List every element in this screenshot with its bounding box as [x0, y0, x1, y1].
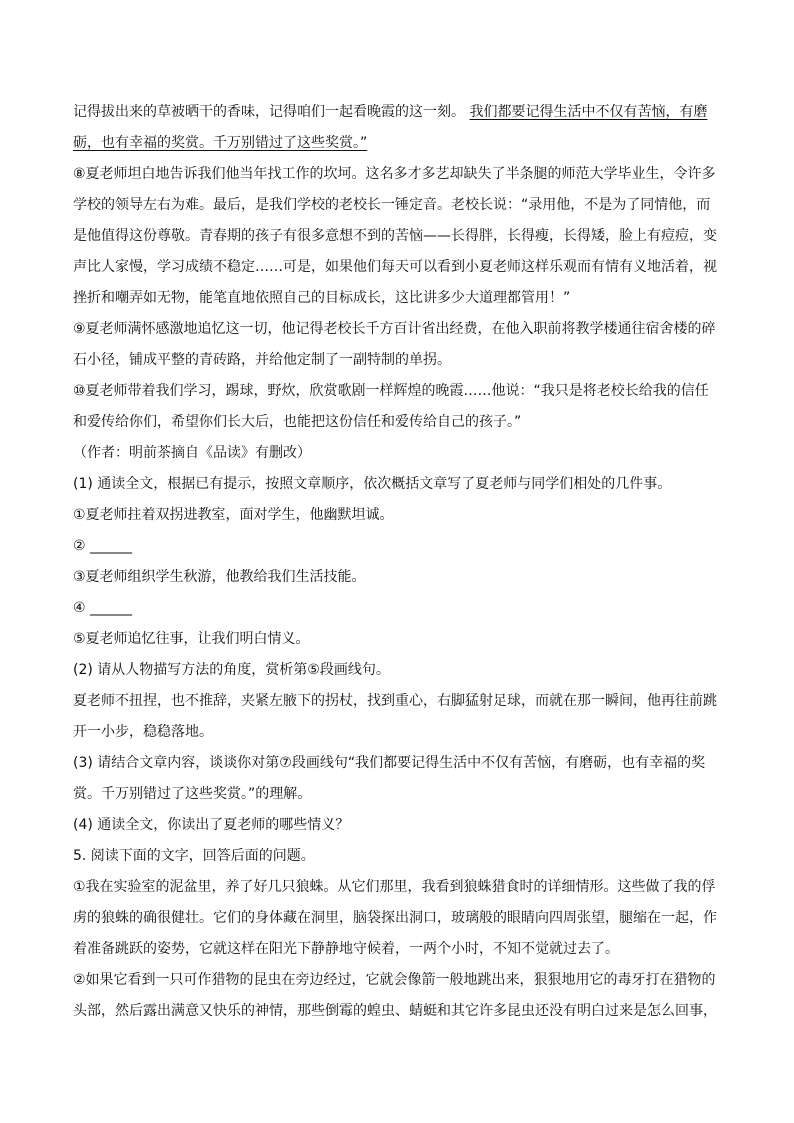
answer-item: ③夏老师组织学生秋游，他教给我们生活技能。: [73, 569, 366, 585]
text-line: 虏的狼蛛的确很健壮。它们的身体藏在洞里，脑袋探出洞口，玻璃般的眼睛向四周张望，腿缩在一起，作: [73, 910, 717, 926]
text-line: 头部，然后露出满意又快乐的神情，那些倒霉的蝗虫、蜻蜓和其它许多昆虫还没有明白过来是怎么回事，: [73, 1003, 717, 1019]
paragraph-10-line: ⑩夏老师带着我们学习，踢球，野炊，欣赏歌剧一样辉煌的晚霞……他说：“我只是将老校长给我的信任: [73, 383, 709, 399]
answer-item: ①夏老师拄着双拐进教室，面对学生，他幽默坦诚。: [73, 507, 394, 523]
paragraph-1-line: ①我在实验室的泥盆里，养了好几只狼蛛。从它们那里，我看到狼蛛猎食时的详细情形。这些做了我的俘: [73, 879, 716, 895]
source-note: （作者：明前茶摘自《品读》有删改）: [73, 445, 311, 461]
text-line: [73, 133, 723, 153]
text-line: [73, 102, 723, 122]
question-4: (4) 通读全文，你读出了夏老师的哪些情义？: [73, 817, 350, 833]
paragraph-9-line: ⑨夏老师满怀感激地追忆这一切，他记得老校长千方百计省出经费，在他入职前将教学楼通往宿舍楼的碎: [73, 321, 716, 337]
text-line: 着准备跳跃的姿势，它就这样在阳光下静静地守候着，一两个小时，不知不觉就过去了。: [73, 941, 619, 957]
question-2: (2) 请从人物描写方法的角度，赏析第⑤段画线句。: [73, 662, 390, 678]
paragraph-2-line: ②如果它看到一只可作猎物的昆虫在旁边经过，它就会像箭一般地跳出来，狠狠地用它的毒牙打在猎物的: [73, 972, 716, 988]
paragraph-8-line: ⑧夏老师坦白地告诉我们他当年找工作的坎坷。这名多才多艺却缺失了半条腿的师范大学毕业生，令许多: [73, 166, 716, 182]
answer-item: ⑤夏老师追忆往事，让我们明白情义。: [73, 631, 310, 647]
question-1: (1) 通读全文，根据已有提示，按照文章顺序，依次概括文章写了夏老师与同学们相处的几件事。: [73, 476, 672, 492]
question-3: (3) 请结合文章内容，谈谈你对第⑦段画线句“我们都要记得生活中不仅有苦恼，有磨砺，也有幸福的奖: [73, 755, 706, 771]
section-5-heading: 5. 阅读下面的文字，回答后面的问题。: [73, 848, 315, 864]
text-line: 声比人家慢，学习成绩不稳定……可是，如果他们每天可以看到小夏老师这样乐观而有情有义地活着，视: [73, 259, 717, 275]
text-line: 是他值得这份尊敬。青春期的孩子有很多意想不到的苦恼——长得胖，长得瘦，长得矮，脸上有痘痘，变: [73, 228, 717, 244]
line-text: 记得拔出来的草被晒干的香味，记得咱们一起看晚霞的这一刻。: [73, 104, 470, 120]
text-line: 赏。千万别错过了这些奖赏。”的理解。: [73, 786, 312, 802]
text-line: 和爱传给你们，希望你们长大后，也能把这份信任和爱传给自己的孩子。”: [73, 414, 522, 430]
text-line: 学校的领导左右为难。最后，是我们学校的老校长一锤定音。老校长说：“录用他，不是为了同情他，而: [73, 197, 711, 213]
text-line: 挫折和嘲弄如无物，能笔直地依照自己的目标成长，这比讲多少大道理都管用！”: [73, 290, 571, 306]
quoted-sentence: 夏老师不扭捏，也不推辞，夹紧左腋下的拐杖，找到重心，右脚猛射足球，而就在那一瞬间，他再往前跳: [73, 693, 717, 709]
answer-blank: ② ______: [73, 538, 133, 554]
text-line: 石小径，铺成平整的青砖路，并给他定制了一副特制的单拐。: [73, 352, 451, 368]
underlined-text: 我们都要记得生活中不仅有苦恼，有磨: [469, 104, 708, 120]
answer-blank: ④ ______: [73, 600, 133, 616]
text-line: 开一小步，稳稳落地。: [73, 724, 213, 740]
underlined-text: 砺，也有幸福的奖赏。千万别错过了这些奖赏。”: [73, 135, 368, 151]
